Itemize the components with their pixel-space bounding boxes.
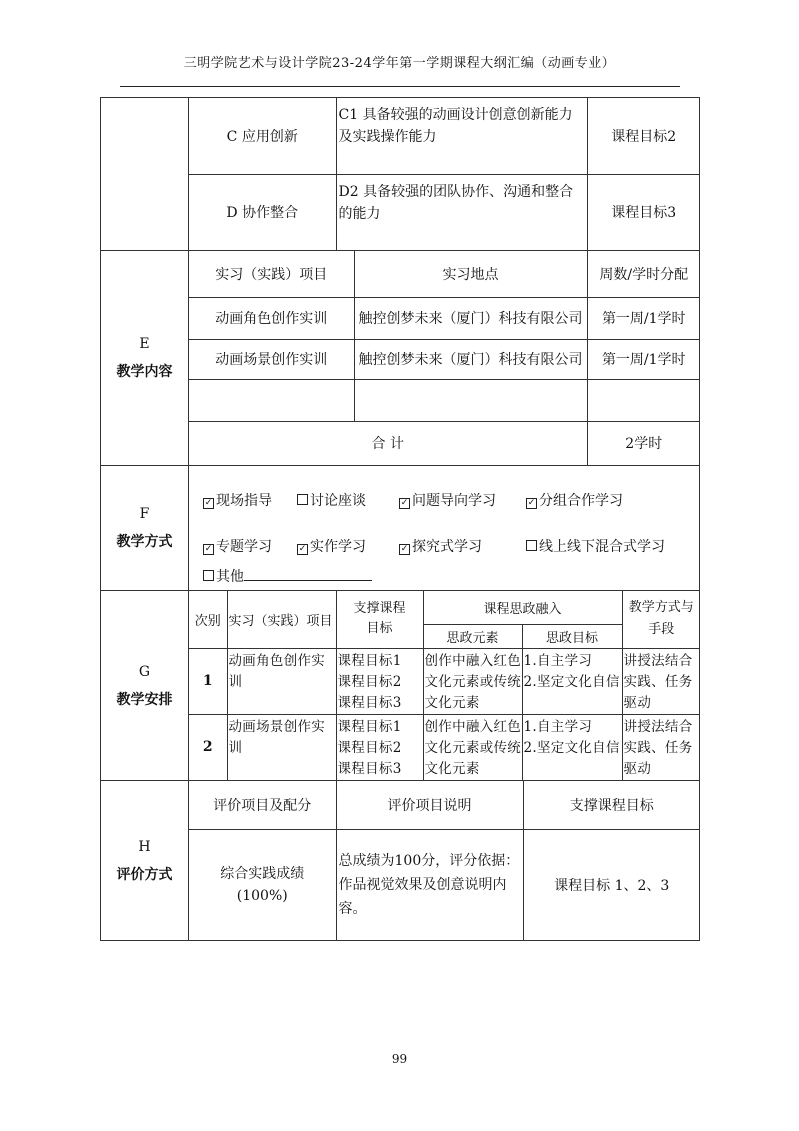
page-number: 99 [391,1052,408,1066]
e-row1-project: 动画角色创作实训 [189,297,354,339]
e-row2-location: 触控创梦未来（厦门）科技有限公司 [354,339,587,379]
section-f-label [101,466,189,591]
header-rule [120,86,680,87]
section-g-letter: G [138,663,151,680]
g-header-project: 实习（实践）项目 [227,591,336,648]
teaching-schedule-table [189,591,700,780]
e-total-label: 合 计 [189,421,587,465]
e-row1-hours: 第一周/1学时 [587,297,700,339]
checkbox-checked-icon[interactable]: ✓ [204,544,213,554]
g-row2-project: 动画场景创作实训 [227,714,336,780]
h-header-description: 评价项目说明 [336,781,523,829]
g-row2-elements: 创作中融入红色文化元素或传统文化元素 [423,714,522,780]
section-e-letter: E [139,336,150,352]
method-inquiry[interactable]: ✓ 探究式学习 [400,539,482,555]
g-row1-project: 动画角色创作实训 [227,648,336,714]
method-discussion[interactable]: 讨论座谈 [297,490,366,510]
g-header-targets: 支撑课程目标 [336,591,423,648]
h-header-target: 支撑课程目标 [523,781,700,829]
objectives-label-cell [101,98,189,251]
section-e-label [101,251,189,466]
target-d2: 课程目标3 [587,174,700,250]
g-header-goals: 思政目标 [522,624,622,648]
teaching-content-table [189,251,700,465]
syllabus-table [100,97,700,941]
e-row2-project: 动画场景创作实训 [189,339,354,379]
checkbox-checked-icon[interactable]: ✓ [400,498,409,508]
objective-c1: C1 具备较强的动画设计创意创新能力及实践操作能力 [336,98,587,174]
method-blended[interactable]: 线上线下混合式学习 [526,536,665,556]
h-description: 总成绩为100分，评分依据：作品视觉效果及创意说明内容。 [336,829,523,940]
g-row1-goals: 1.自主学习 2.坚定文化自信 [522,648,622,714]
e-header-location: 实习地点 [354,251,587,297]
g-header-ideology: 课程思政融入 [423,591,622,624]
checkbox-empty-icon[interactable] [297,494,308,505]
g-header-elements: 思政元素 [423,624,522,648]
h-item-cell [189,829,336,940]
h-target: 课程目标 1、2、3 [523,829,700,940]
checkbox-checked-icon[interactable]: ✓ [204,498,213,508]
method-topic[interactable]: ✓ 专题学习 [204,539,272,555]
other-blank-line[interactable] [244,566,372,581]
section-h-letter: H [138,838,151,855]
checkbox-checked-icon[interactable]: ✓ [298,544,307,554]
g-row1-targets: 课程目标1 课程目标2 课程目标3 [336,648,423,714]
section-f-letter: F [139,506,150,522]
method-onsite[interactable]: ✓ 现场指导 [204,493,272,509]
e-row3-location [354,379,587,421]
section-h-label [101,781,189,941]
section-g-title: 教学安排 [116,691,173,708]
section-g-label [101,591,189,781]
g-row1-methods: 讲授法结合实践、任务驱动 [622,648,700,714]
g-row1-elements: 创作中融入红色文化元素或传统文化元素 [423,648,522,714]
section-f-title: 教学方式 [116,534,173,550]
section-e-title: 教学内容 [116,364,173,380]
g-header-methods: 教学方式与手段 [622,591,700,648]
e-row3-hours [587,379,700,421]
section-h-title: 评价方式 [116,866,173,883]
g-row2-index: 2 [189,714,227,780]
h-item-name: 综合实践成绩 [220,865,305,882]
g-row2-goals: 1.自主学习 2.坚定文化自信 [522,714,622,780]
ability-c: C 应用创新 [189,98,336,174]
page-header: 三明学院艺术与设计学院23-24学年第一学期课程大纲汇编（动画专业） [183,56,616,71]
checkbox-checked-icon[interactable]: ✓ [400,544,409,554]
checkbox-checked-icon[interactable]: ✓ [527,498,536,508]
e-header-project: 实习（实践）项目 [189,251,354,297]
e-row1-location: 触控创梦未来（厦门）科技有限公司 [354,297,587,339]
e-row3-project [189,379,354,421]
method-other[interactable]: 其他 [203,566,372,586]
checkbox-empty-icon[interactable] [203,570,214,581]
e-header-hours: 周数/学时分配 [587,251,700,297]
g-row2-targets: 课程目标1 课程目标2 课程目标3 [336,714,423,780]
target-c1: 课程目标2 [587,98,700,174]
ability-d: D 协作整合 [189,174,336,250]
e-row2-hours: 第一周/1学时 [587,339,700,379]
h-item-percentage: (100%) [236,887,288,904]
method-problem-oriented[interactable]: ✓ 问题导向学习 [400,493,496,509]
g-row1-index: 1 [189,648,227,714]
method-group[interactable]: ✓ 分组合作学习 [527,493,623,509]
method-practice[interactable]: ✓ 实作学习 [298,539,366,555]
e-total-value: 2学时 [587,421,700,465]
g-header-index: 次别 [189,591,227,648]
evaluation-table [189,781,700,940]
checkbox-empty-icon[interactable] [526,540,537,551]
h-header-item: 评价项目及配分 [189,781,336,829]
objectives-table [189,98,700,250]
g-row2-methods: 讲授法结合实践、任务驱动 [622,714,700,780]
teaching-methods-cell [189,466,700,591]
objective-d2: D2 具备较强的团队协作、沟通和整合的能力 [336,174,587,250]
